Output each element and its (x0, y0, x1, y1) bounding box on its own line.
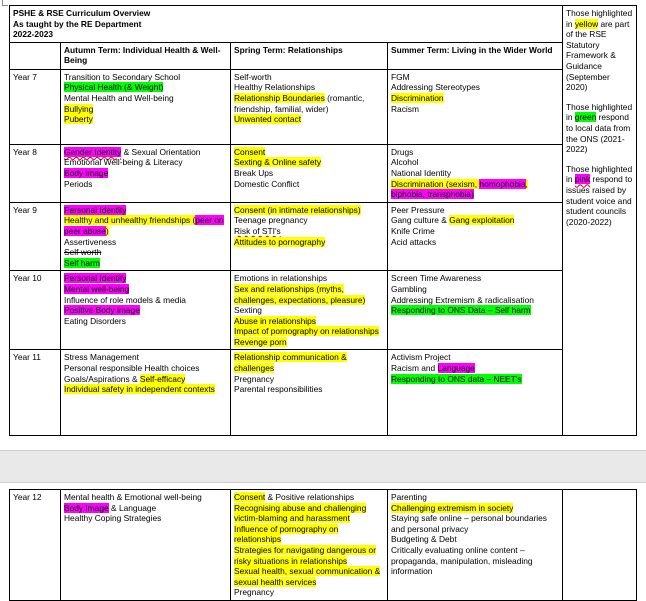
topic: Alcohol (391, 157, 419, 168)
topic: Emotions in relationships (234, 273, 328, 284)
legend-green-before: Those highlighted in (566, 101, 633, 123)
legend-yellow-word: yellow (574, 18, 599, 29)
topic: Influence of pornography on relationships (234, 523, 339, 545)
topic: & Language (108, 502, 157, 513)
topic: Unwanted contact (234, 114, 302, 125)
topic: National Identity (391, 167, 452, 178)
topic: Sexting & Online safety (234, 157, 322, 168)
topic: Eating Disorders (64, 315, 126, 326)
topic: FGM (391, 71, 410, 82)
topic: Mental Health and Well-being (64, 92, 174, 103)
header-row (10, 42, 637, 69)
topic: Personal Identity (64, 204, 127, 215)
doc-title: PSHE & RSE Curriculum Overview (13, 8, 151, 18)
topic: & (265, 492, 276, 502)
topic: Staying safe online – personal boundaries and personal privacy (391, 513, 547, 534)
table-row (10, 144, 637, 202)
spring-cell (231, 350, 388, 436)
topic: Gang exploitation (449, 215, 515, 226)
topic: Parenting (391, 492, 427, 502)
topic: Self harm (64, 257, 100, 268)
summer-cell (388, 144, 563, 202)
topic: peer on peer abuse (64, 215, 224, 236)
header-empty (10, 42, 61, 69)
topic: Mental health & Emotional well-being (64, 492, 202, 502)
topic: Challenging extremism in society (391, 502, 514, 513)
topic: Addressing Stereotypes (391, 82, 480, 93)
topic: Impact of pornography on relationships (234, 326, 379, 337)
topic: Consent (in intimate relationships) (234, 204, 361, 215)
legend-pink-word: pink (574, 174, 591, 185)
topic: Puberty (64, 114, 93, 125)
topic: Pregnancy (234, 587, 275, 598)
legend-pink-after: respond to issues raised by student voice and student councils (2020-2022) (566, 174, 633, 227)
legend-pink (566, 164, 633, 228)
topic: Gender Identity (64, 146, 122, 157)
spring-cell (231, 490, 388, 601)
spring-cell (231, 144, 388, 202)
topic: Body Image (64, 502, 109, 513)
doc-years: 2022-2023 (13, 29, 54, 40)
spring-cell (231, 271, 388, 350)
topic: Revenge porn (234, 336, 287, 347)
topic: Pregnancy (234, 373, 275, 384)
document-page-2 (0, 483, 646, 598)
topic: Personal Identity (64, 273, 127, 284)
year-label: Year 11 (10, 350, 61, 436)
topic: Responding to ONS Data – Self harm (391, 305, 531, 316)
topic: Abuse in relationships (234, 315, 316, 326)
topic: Recognising abuse and challenging victim-blaming and harassment (234, 502, 367, 524)
topic: Self-efficacy (139, 373, 186, 384)
spring-cell (231, 202, 388, 271)
topic: Transition to Secondary School (64, 71, 181, 82)
legend-cell-empty (563, 490, 637, 601)
topic: Personal responsible Health choices (64, 363, 200, 374)
curriculum-table (9, 5, 637, 436)
topic: Discrimination (391, 92, 444, 103)
topic: Positive Body image (64, 305, 140, 316)
topic: Critically evaluating online content – propaganda, manipulation, misleading information (391, 544, 533, 577)
topic: Positive relationships (275, 492, 355, 502)
topic: Racism (391, 103, 419, 114)
legend-green-after: respond to local data from the ONS (2021-2022) (566, 112, 631, 155)
topic: Influence of role models & media (64, 294, 186, 305)
summer-cell (388, 490, 563, 601)
topic: Sexting (234, 305, 262, 316)
autumn-cell (61, 490, 231, 601)
topic: Activism Project (391, 352, 451, 363)
topic: Peer Pressure (391, 204, 445, 215)
year-label: Year 10 (10, 271, 61, 350)
summer-cell (388, 69, 563, 144)
topic: Consent (234, 492, 266, 502)
topic: Knife Crime (391, 225, 435, 236)
topic: (romantic, friendship, familial, wider) (234, 92, 365, 114)
topic: Attitudes to pornography (234, 236, 326, 247)
summer-cell (388, 271, 563, 350)
topic: Strategies for navigating dangerous or risky situations in relationships (234, 544, 376, 566)
topic: Healthy Relationships (234, 82, 316, 93)
topic: Sexual health, sexual communication & sexual health services (234, 566, 381, 587)
topic: Addressing Extremism & radicalisation (391, 294, 534, 305)
curriculum-table-continued (9, 489, 637, 601)
table-row (10, 271, 637, 350)
header-summer: Summer Term: Living in the Wider World (388, 42, 563, 69)
header-autumn: Autumn Term: Individual Health & Well-Being (61, 42, 231, 69)
topic: Stress Management (64, 352, 139, 363)
doc-subtitle: As taught by the RE Department (13, 18, 142, 29)
topic: Risk of STI's (234, 225, 281, 236)
topic: & Sexual Orientation (121, 146, 201, 157)
summer-cell (388, 350, 563, 436)
topic: Sex and relationships (myths, challenges, expectations, pleasure) (234, 283, 366, 305)
year-label: Year 7 (10, 69, 61, 144)
topic: Language (437, 363, 475, 374)
topic: Domestic Conflict (234, 178, 300, 189)
topic: homophobia (479, 178, 526, 189)
table-row (10, 490, 637, 601)
table-row (10, 202, 637, 271)
legend-yellow (566, 8, 633, 93)
title-cell (10, 6, 563, 43)
topic: Physical Health (& Weight) (64, 82, 164, 93)
topic: , (525, 178, 528, 189)
topic: Screen Time Awareness (391, 273, 482, 284)
header-spring: Spring Term: Relationships (231, 42, 388, 69)
topic: Healthy and unhealthy friendships ( (64, 215, 196, 226)
autumn-cell (61, 271, 231, 350)
topic: Teenage pregnancy (234, 215, 308, 226)
year-label: Year 8 (10, 144, 61, 202)
legend-yellow-before: Those highlighted in (566, 8, 633, 29)
topic: Individual safety in independent contexts (64, 384, 215, 395)
topic: ) (105, 225, 109, 236)
topic: Budgeting & Debt (391, 534, 457, 545)
autumn-cell (61, 144, 231, 202)
table-row (10, 69, 637, 144)
topic: Mental well-being (64, 283, 130, 294)
topic: Drugs (391, 146, 414, 157)
topic: Racism and (391, 363, 438, 374)
topic: Relationship Boundaries (234, 92, 325, 103)
topic: Responding to ONS data – NEET's (391, 373, 522, 384)
topic: Periods (64, 178, 93, 189)
legend-green (566, 102, 633, 155)
year-label: Year 12 (10, 490, 61, 601)
topic: biphobia, transphobia) (391, 189, 474, 200)
topic: Bullying (64, 103, 94, 114)
topic: Self worth (64, 247, 102, 258)
legend-yellow-after: are part of the RSE Statutory Framework & Guidance (September 2020) (566, 18, 630, 93)
topic: Relationship communication & challenges (234, 352, 347, 374)
topic: Assertiveness (64, 236, 117, 247)
topic: Emotional Well-being & Literacy (64, 157, 183, 168)
topic: Goals/Aspirations & (64, 373, 140, 384)
topic: Acid attacks (391, 236, 437, 247)
topic: Parental responsibilities (234, 384, 323, 395)
autumn-cell (61, 69, 231, 144)
autumn-cell (61, 350, 231, 436)
topic: Body image (64, 167, 109, 178)
spring-cell (231, 69, 388, 144)
topic: Gambling (391, 283, 427, 294)
topic: Gang culture & (391, 215, 450, 226)
topic: Discrimination (sexism, (391, 178, 480, 189)
topic: Self-worth (234, 71, 272, 82)
topic: Consent (234, 146, 266, 157)
topic: Break Ups (234, 167, 274, 178)
summer-cell (388, 202, 563, 271)
table-row (10, 350, 637, 436)
legend-pink-before: Those highlighted in (566, 163, 633, 185)
topic: Healthy Coping Strategies (64, 513, 162, 524)
page-break (0, 450, 646, 483)
legend-green-word: green (574, 112, 597, 123)
table-move-handle[interactable] (2, 0, 8, 6)
legend-cell (563, 6, 637, 436)
autumn-cell (61, 202, 231, 271)
year-label: Year 9 (10, 202, 61, 271)
